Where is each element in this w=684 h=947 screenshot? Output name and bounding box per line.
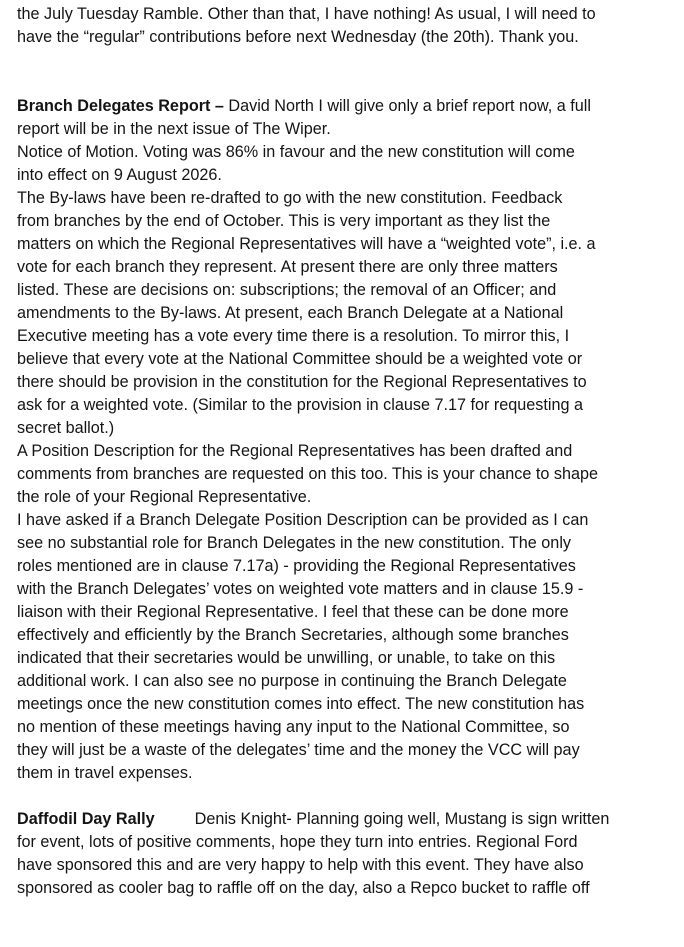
text-line: from branches by the end of October. This is very important as they list the xyxy=(17,212,551,230)
text-line: vote for each branch they represent. At present there are only three matters xyxy=(17,258,558,276)
text-line: Executive meeting has a vote every time there is a resolution. To mirror this, I xyxy=(17,327,570,345)
text-line: I have asked if a Branch Delegate Position Description can be provided as I can xyxy=(17,511,589,529)
daffodil-intro-text: Denis Knight- Planning going well, Mustang is sign written xyxy=(194,810,610,828)
text-line: sponsored as cooler bag to raffle off on the day, also a Repco bucket to raffle off xyxy=(17,879,590,897)
paragraph-gap xyxy=(17,72,681,95)
branch-delegates-heading: Branch Delegates Report – xyxy=(17,97,224,115)
text-line: no mention of these meetings having any input to the National Committee, so xyxy=(17,718,570,736)
daffodil-day-rally-heading: Daffodil Day Rally xyxy=(17,810,155,828)
paragraph-gap xyxy=(17,49,681,72)
text-line: additional work. I can also see no purpose in continuing the Branch Delegate xyxy=(17,672,567,690)
text-line: effectively and efficiently by the Branch Secretaries, although some branches xyxy=(17,626,569,644)
text-line: roles mentioned are in clause 7.17a) - providing the Regional Representatives xyxy=(17,557,576,575)
text-line: liaison with their Regional Representative. I feel that these can be done more xyxy=(17,603,569,621)
text-line: they will just be a waste of the delegates’ time and the money the VCC will pay xyxy=(17,741,580,759)
text-line: into effect on 9 August 2026. xyxy=(17,166,222,184)
text-line: have sponsored this and are very happy to help with this event. They have also xyxy=(17,856,584,874)
intro-paragraph xyxy=(17,3,681,49)
text-line: meetings once the new constitution comes into effect. The new constitution has xyxy=(17,695,585,713)
text-line: The By-laws have been re-drafted to go with the new constitution. Feedback xyxy=(17,189,563,207)
text-line: the July Tuesday Ramble. Other than that, I have nothing! As usual, I will need to xyxy=(17,5,596,23)
text-line: with the Branch Delegates’ votes on weighted vote matters and in clause 15.9 - xyxy=(17,580,584,598)
text-line: the role of your Regional Representative. xyxy=(17,488,312,506)
text-line: indicated that their secretaries would be unwilling, or unable, to take on this xyxy=(17,649,556,667)
section-first-line xyxy=(17,95,681,118)
text-line: secret ballot.) xyxy=(17,419,115,437)
text-line: comments from branches are requested on this too. This is your chance to shape xyxy=(17,465,598,483)
text-line: there should be provision in the constitution for the Regional Representatives to xyxy=(17,373,587,391)
text-line: report will be in the next issue of The Wiper. xyxy=(17,120,331,138)
text-line: Notice of Motion. Voting was 86% in favour and the new constitution will come xyxy=(17,143,575,161)
text-line: them in travel expenses. xyxy=(17,764,193,782)
text-line: believe that every vote at the National Committee should be a weighted vote or xyxy=(17,350,583,368)
section-first-line xyxy=(17,808,681,831)
text-line: amendments to the By-laws. At present, each Branch Delegate at a National xyxy=(17,304,564,322)
text-line: A Position Description for the Regional Representatives has been drafted and xyxy=(17,442,573,460)
text-line: matters on which the Regional Representatives will have a “weighted vote”, i.e. a xyxy=(17,235,596,253)
text-line: have the “regular” contributions before next Wednesday (the 20th). Thank you. xyxy=(17,28,579,46)
branch-delegates-section xyxy=(17,95,681,785)
text-line: ask for a weighted vote. (Similar to the provision in clause 7.17 for requesting a xyxy=(17,396,583,414)
daffodil-day-rally-section xyxy=(17,808,681,900)
branch-delegates-intro-text: David North I will give only a brief report now, a full xyxy=(223,97,591,115)
document-page xyxy=(17,3,681,900)
text-line: for event, lots of positive comments, hope they turn into entries. Regional Ford xyxy=(17,833,578,851)
paragraph-gap xyxy=(17,785,681,808)
text-line: listed. These are decisions on: subscriptions; the removal of an Officer; and xyxy=(17,281,557,299)
text-line: see no substantial role for Branch Delegates in the new constitution. The only xyxy=(17,534,572,552)
